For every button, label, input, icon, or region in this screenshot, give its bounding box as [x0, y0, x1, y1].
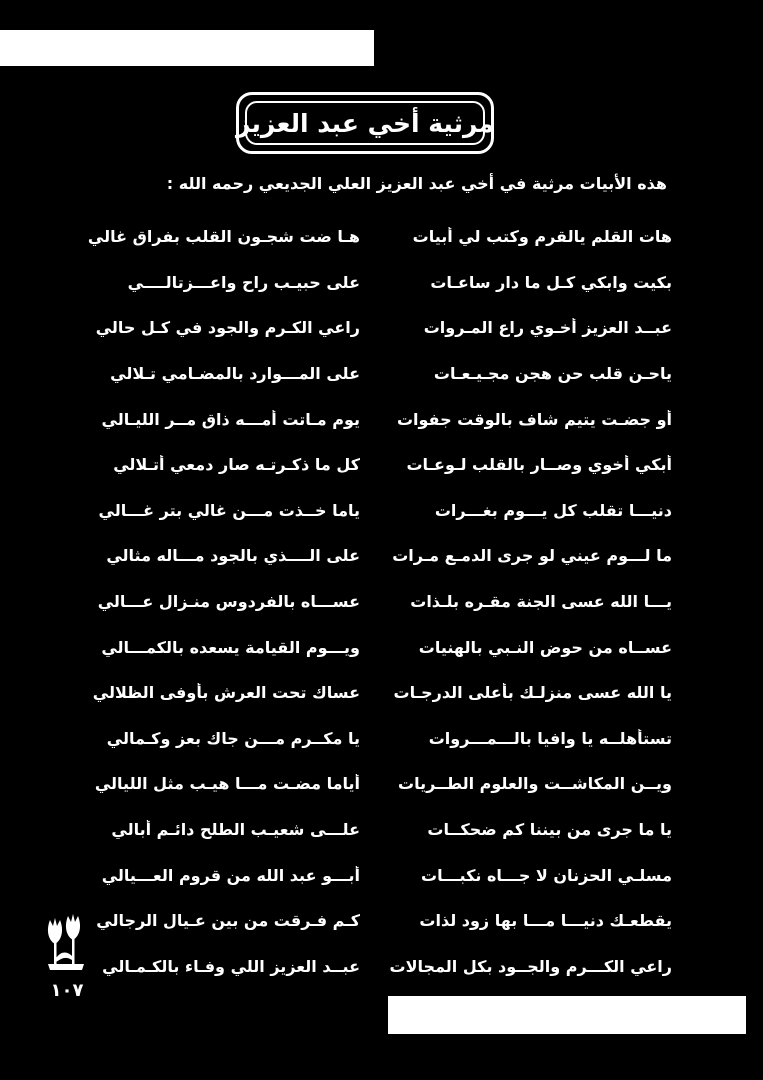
verse-first-hemistich: تستأهلــه يا وافيا بالـــمـــروات — [428, 728, 672, 748]
verse-line — [60, 533, 672, 579]
verse-line — [60, 442, 672, 488]
verse-line — [60, 260, 672, 306]
verse-second-hemistich: يوم مـاتت أمـــه ذاق مــر الليـالي — [101, 409, 360, 429]
verse-first-hemistich: هات القلم يالقرم وكتب لي أبيات — [412, 227, 672, 247]
verse-line — [60, 624, 672, 670]
verse-line — [60, 396, 672, 442]
verse-first-hemistich: أبكي أخوي وصــار بالقلب لـوعـات — [406, 455, 672, 475]
verse-second-hemistich: عبــد العزيز اللي وفـاء بالكـمـالي — [102, 956, 360, 976]
verse-line — [60, 944, 672, 990]
verse-first-hemistich: ما لـــوم عيني لو جرى الدمـع مـرات — [392, 546, 672, 566]
verse-second-hemistich: ياما خــذت مـــن غالي بتر غـــالي — [98, 500, 360, 520]
verse-first-hemistich: يقطعـك دنيـــا مـــا بها زود لذات — [419, 911, 672, 931]
verse-line — [60, 807, 672, 853]
poem-title: مرثية أخي عبد العزيز — [235, 108, 495, 138]
verse-second-hemistich: أياما مضـت مـــا هيـب مثل الليالي — [94, 774, 360, 794]
verse-first-hemistich: بكيت وابكي كـل ما دار ساعـات — [430, 272, 672, 292]
verse-second-hemistich: أبـــو عبد الله من قروم العـــيالي — [101, 865, 360, 885]
verse-line — [60, 579, 672, 625]
verse-second-hemistich: عســـاه بالفردوس منـزال عـــالي — [97, 592, 360, 612]
verse-line — [60, 716, 672, 762]
verse-second-hemistich: كـم فـرقت من بين عـيال الرجالي — [96, 911, 360, 931]
verse-line — [60, 898, 672, 944]
poem-verses — [60, 214, 672, 989]
verse-line — [60, 761, 672, 807]
verse-first-hemistich: ياحـن قلب حن هجن مجـيـعـات — [433, 364, 672, 384]
verse-second-hemistich: كل ما ذكـرتـه صار دمعي أتـلالي — [113, 455, 360, 475]
verse-first-hemistich: يا الله عسى منزلـك بأعلى الدرجـات — [393, 683, 672, 703]
verse-second-hemistich: يا مكــرم مـــن جاك بعز وكـمالي — [106, 728, 360, 748]
verse-second-hemistich: على حبيـب راح واعـــزتالــــي — [127, 272, 360, 292]
verse-second-hemistich: على المـــوارد بالمضـامي تـلالي — [110, 364, 360, 384]
verse-line — [60, 488, 672, 534]
verse-second-hemistich: ويـــوم القيامة يسعده بالكمـــالي — [101, 637, 360, 657]
bottom-white-bar — [388, 996, 746, 1034]
verse-first-hemistich: يا ما جرى من بيننا كم ضحكــات — [427, 820, 672, 840]
verse-line — [60, 670, 672, 716]
tulip-ornament-icon — [44, 914, 88, 974]
verse-first-hemistich: عســاه من حوض النـبي بالهنيات — [418, 637, 672, 657]
verse-first-hemistich: ويــن المكاشــت والعلوم الطــريات — [398, 774, 672, 794]
verse-first-hemistich: دنيـــا تقلب كل يـــوم بغـــرات — [434, 500, 672, 520]
verse-second-hemistich: راعي الكـرم والجود في كـل حالي — [95, 318, 360, 338]
verse-first-hemistich: أو جضـت يتيم شاف بالوقت جفوات — [396, 409, 672, 429]
top-white-bar — [0, 30, 374, 66]
verse-first-hemistich: عبــد العزيز أخـوي راع المـروات — [423, 318, 672, 338]
verse-first-hemistich: راعي الكـــرم والجــود بكل المجالات — [389, 956, 672, 976]
verse-second-hemistich: عساك تحت العرش بأوفى الظلالي — [92, 683, 360, 703]
verse-first-hemistich: يـــا الله عسى الجنة مقـره بلـذات — [410, 592, 672, 612]
verse-line — [60, 214, 672, 260]
verse-second-hemistich: علـــى شعيـب الطلح دائـم أبالي — [111, 820, 360, 840]
page-number: ١٠٧ — [50, 980, 84, 1001]
verse-second-hemistich: هـا ضت شجـون القلب بفراق غالي — [87, 227, 360, 247]
title-frame-inner — [235, 101, 495, 145]
intro-line: هذه الأبيات مرثية في أخي عبد العزيز العلي الجديعي رحمه الله : — [166, 174, 667, 193]
verse-line — [60, 351, 672, 397]
title-frame — [236, 92, 494, 154]
verse-line — [60, 305, 672, 351]
verse-line — [60, 852, 672, 898]
verse-first-hemistich: مسلـي الحزنان لا جـــاه نكبـــات — [421, 865, 672, 885]
verse-second-hemistich: على الــــذي بالجود مـــاله مثالي — [106, 546, 360, 566]
